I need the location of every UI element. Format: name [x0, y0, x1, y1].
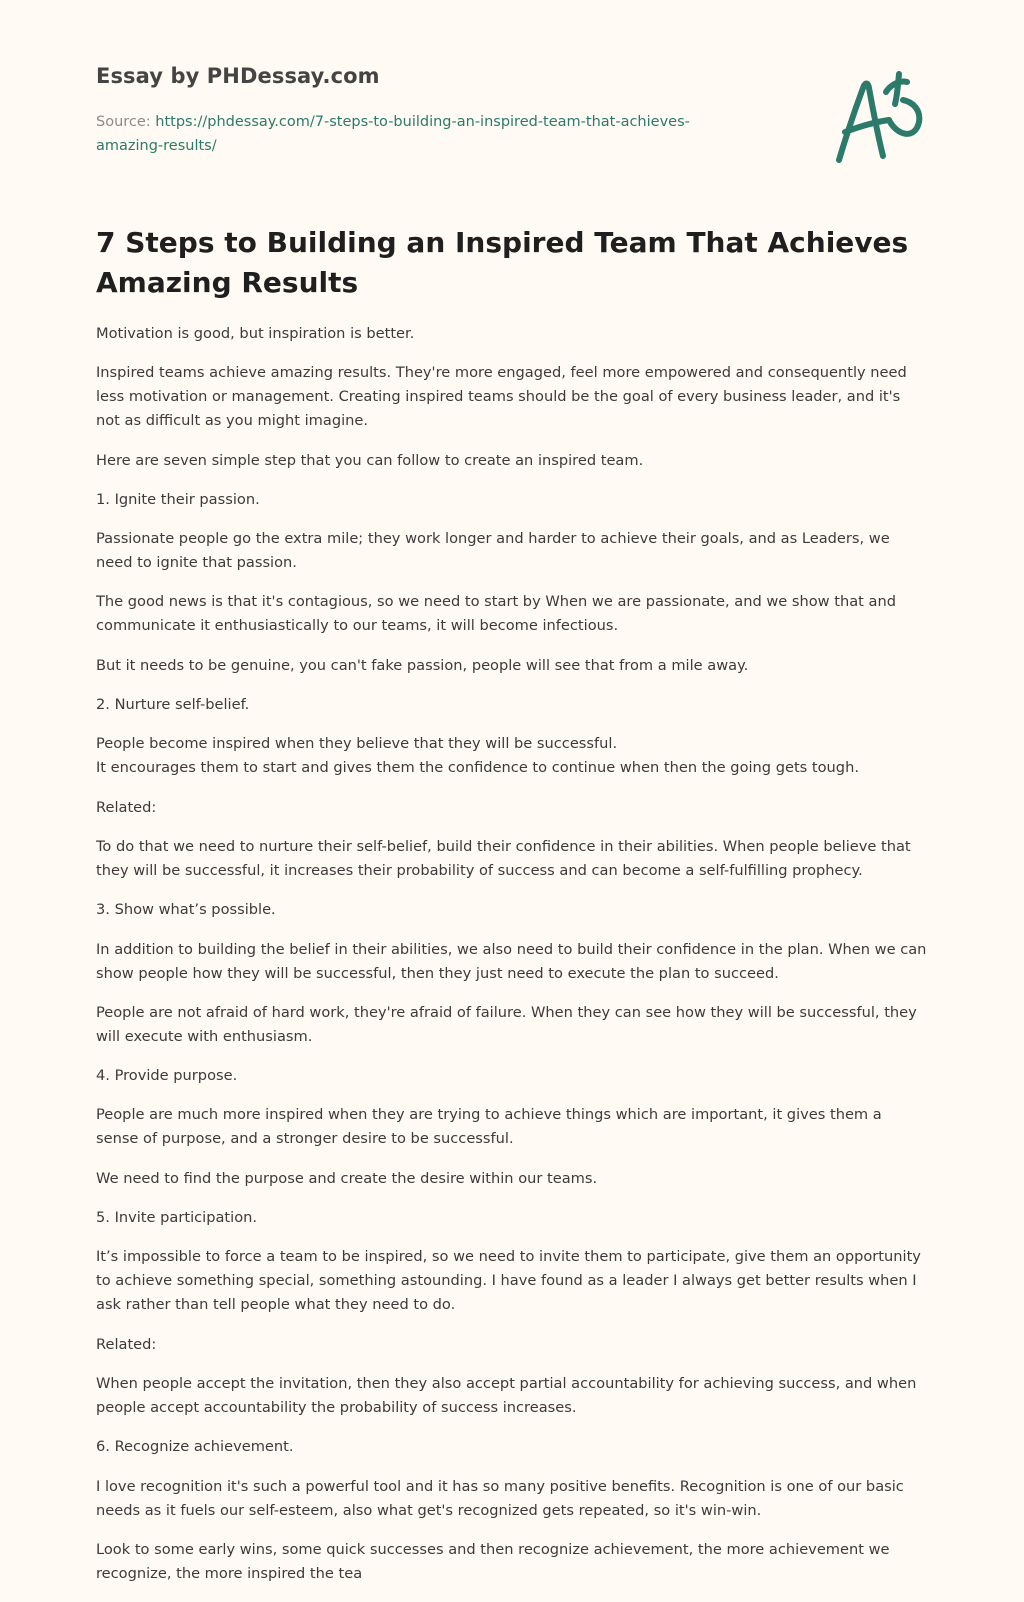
related-label: Related: — [96, 798, 157, 816]
step-heading: 1. Ignite their passion. — [96, 490, 260, 508]
step-heading: 5. Invite participation. — [96, 1209, 258, 1227]
step-heading: 2. Nurture self-belief. — [96, 696, 250, 714]
step-heading: 4. Provide purpose. — [96, 1067, 238, 1085]
site-title: Essay by PHDessay.com — [96, 64, 380, 88]
paragraph: Here are seven simple step that you can follow to create an inspired team. — [96, 451, 644, 469]
paragraph: It’s impossible to force a team to be inspired, so we need to invite them to participate, give them an opportunity to achieve something special, something astounding. I have found as a leader I always get better results when I ask rather than tell people what they need to do. — [96, 1248, 921, 1314]
paragraph: In addition to building the belief in their abilities, we also need to build their confidence in the plan. When we can show people how they will be successful, then they just need to execute the plan to succeed. — [96, 940, 927, 982]
source-link[interactable]: https://phdessay.com/7-steps-to-building-an-inspired-team-that-achieves-amazing-results/ — [96, 114, 690, 154]
related-label: Related: — [96, 1335, 157, 1353]
paragraph: The good news is that it's contagious, so we need to start by When we are passionate, and we show that and communicate it enthusiastically to our teams, it will become infectious. — [96, 593, 896, 635]
paragraph: People are much more inspired when they are trying to achieve things which are important, it gives them a sense of purpose, and a stronger desire to be successful. — [96, 1106, 882, 1148]
paragraph: Inspired teams achieve amazing results. They're more engaged, feel more empowered and consequently need less motivation or management. Creating inspired teams should be the goal of every business leader, and it's not as difficult as you might imagine. — [96, 364, 907, 430]
source-label: Source: — [96, 114, 151, 130]
step-heading: 3. Show what’s possible. — [96, 901, 276, 919]
step-heading: 6. Recognize achievement. — [96, 1438, 294, 1456]
paragraph: We need to find the purpose and create the desire within our teams. — [96, 1169, 598, 1187]
essay-title: 7 Steps to Building an Inspired Team That Achieves Amazing Results — [96, 226, 909, 299]
paragraph: I love recognition it's such a powerful tool and it has so many positive benefits. Recognition is one of our basic needs as it fuels our self-esteem, also what get's recognized gets repeated, so it's win-win. — [96, 1477, 904, 1519]
paragraph: Passionate people go the extra mile; they work longer and harder to achieve their goals, and as Leaders, we need to ignite that passion. — [96, 530, 890, 572]
source-line — [96, 110, 736, 158]
paragraph: People become inspired when they believe that they will be successful. It encourages them to start and gives them the confidence to continue when then the going gets tough. — [96, 735, 859, 777]
paragraph: When people accept the invitation, then they also accept partial accountability for achieving success, and when people accept accountability the probability of success increases. — [96, 1374, 917, 1416]
a-plus-logo-icon — [823, 70, 933, 170]
paragraph: Motivation is good, but inspiration is better. — [96, 325, 415, 342]
paragraph: People are not afraid of hard work, they're afraid of failure. When they can see how they will be successful, they will execute with enthusiasm. — [96, 1003, 917, 1045]
essay-body — [96, 322, 928, 1601]
paragraph: But it needs to be genuine, you can't fake passion, people will see that from a mile away. — [96, 656, 749, 674]
paragraph: To do that we need to nurture their self-belief, build their confidence in their abilities. When people believe that they will be successful, it increases their probability of success and can become a self-fulfilling prophecy. — [96, 837, 911, 879]
paragraph: Look to some early wins, some quick successes and then recognize achievement, the more achievement we recognize, the more inspired the tea — [96, 1540, 890, 1582]
